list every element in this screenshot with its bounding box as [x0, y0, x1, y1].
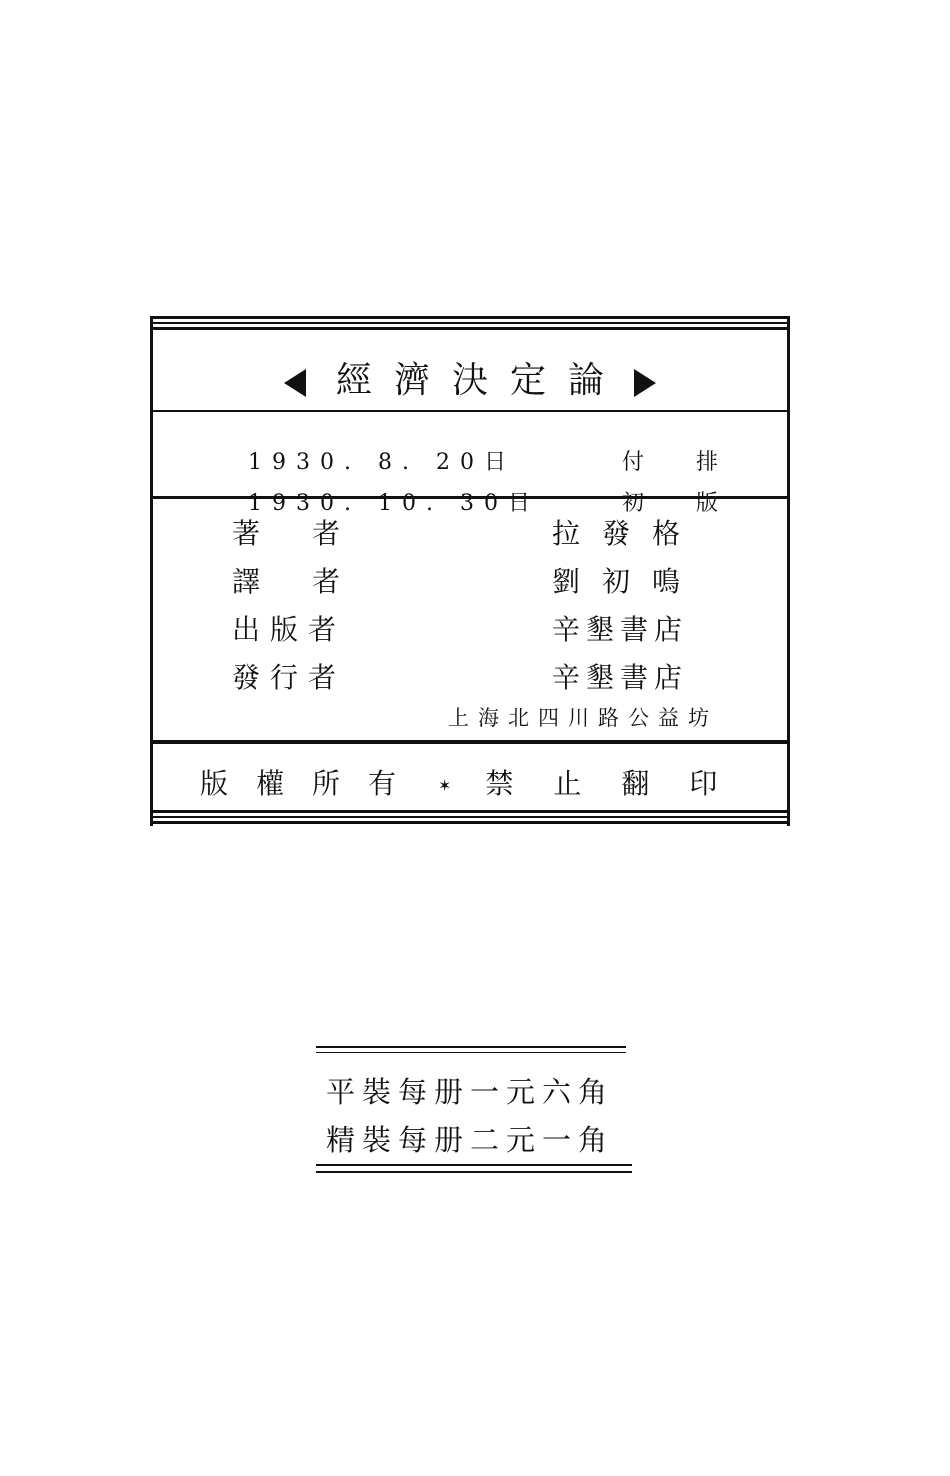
translator-value: 劉初鳴: [552, 565, 703, 598]
author-label: 著者: [232, 517, 393, 550]
price-bottom-rule-inner: [316, 1164, 632, 1166]
star-separator-icon: ✶: [438, 776, 452, 795]
price-top-rule-outer: [316, 1046, 626, 1048]
hardcover-price: 精裝每册二元一角: [326, 1123, 615, 1157]
frame-bottom-rule-inner: [150, 810, 790, 813]
typesetting-event: 付排: [622, 450, 771, 475]
book-title-row: [150, 352, 790, 403]
left-triangle-icon: [284, 369, 306, 397]
frame-bottom-rule-middle: [150, 816, 790, 818]
price-top-rule-inner: [316, 1052, 626, 1053]
price-bottom-rule-outer: [316, 1171, 632, 1173]
first-edition-date: 1930. 10. 30日: [248, 491, 540, 516]
copyright-notice-row: [200, 762, 757, 802]
paperback-price: 平裝每册一元六角: [326, 1075, 615, 1109]
credits-divider: [150, 740, 790, 744]
issuer-label: 發行者: [232, 661, 347, 694]
frame-top-rule-inner: [150, 327, 790, 330]
right-triangle-icon: [634, 369, 656, 397]
first-edition-event: 初版: [622, 491, 771, 516]
publisher-label: 出版者: [232, 613, 347, 646]
publisher-value: 辛墾書店: [552, 613, 689, 646]
translator-label: 譯者: [232, 565, 393, 598]
book-title: 經濟決定論: [335, 360, 626, 401]
date-row-first-edition-event: [608, 461, 770, 517]
frame-top-rule-middle: [150, 322, 790, 324]
publisher-address: 上海北四川路公益坊: [448, 706, 718, 730]
issuer-value: 辛墾書店: [552, 661, 689, 694]
typesetting-date: 1930. 8. 20日: [248, 450, 516, 475]
title-divider: [150, 410, 790, 412]
frame-bottom-rule-outer: [150, 821, 790, 824]
frame-top-rule-outer: [150, 316, 790, 319]
copyright-notice: 版權所有: [200, 767, 425, 800]
date-row-first-edition: [234, 461, 540, 517]
reprint-prohibition: 禁止翻印: [485, 767, 758, 800]
author-value: 拉發格: [552, 517, 703, 550]
